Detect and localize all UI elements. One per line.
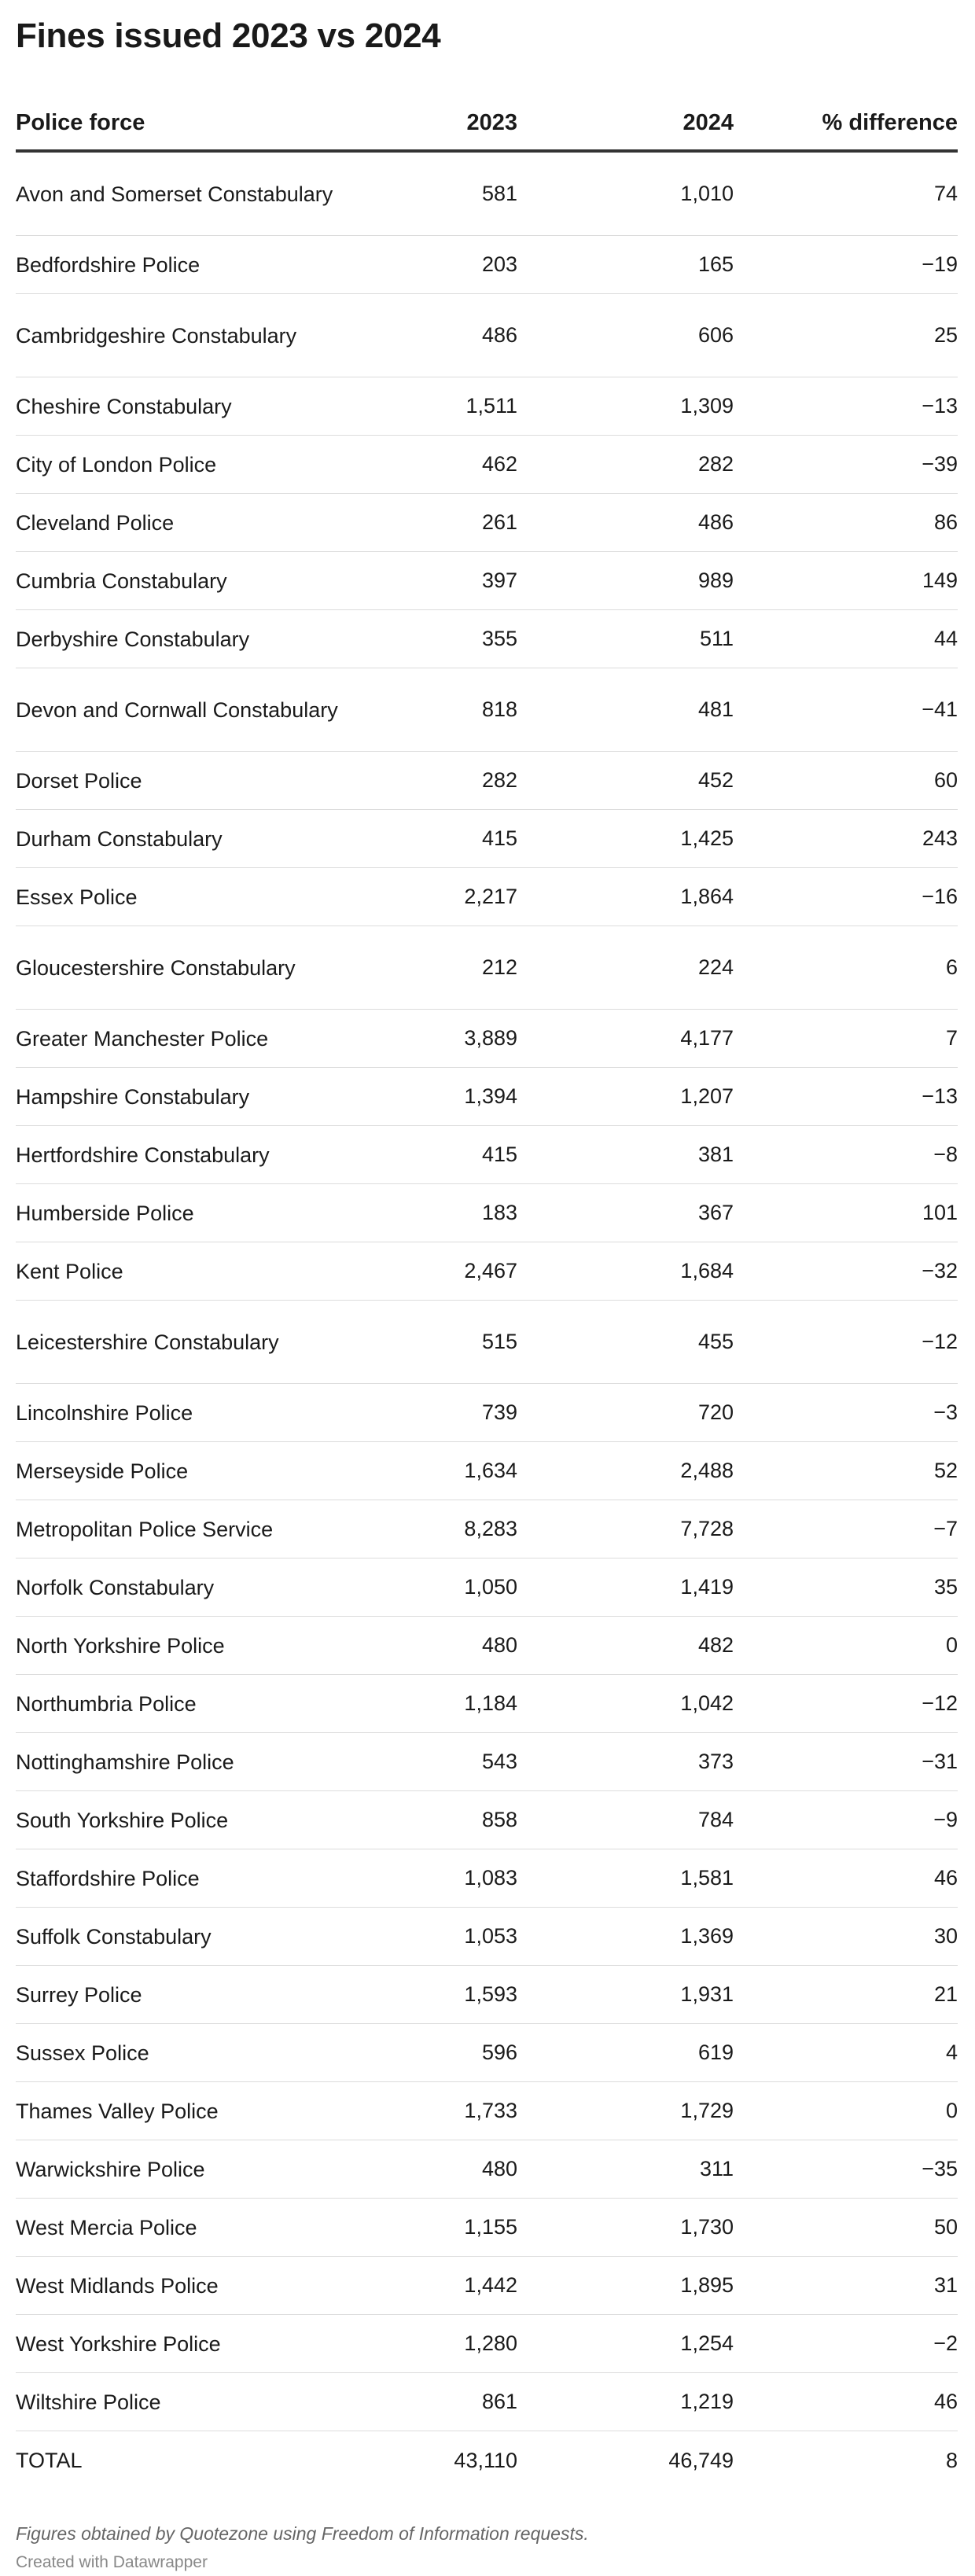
police-force-cell: South Yorkshire Police	[16, 1791, 377, 1849]
fines-2023-cell: 515	[377, 1301, 517, 1384]
police-force-cell: Greater Manchester Police	[16, 1010, 377, 1068]
police-force-cell: Gloucestershire Constabulary	[16, 926, 377, 1010]
police-force-cell: Warwickshire Police	[16, 2140, 377, 2199]
percent-difference-cell: 31	[734, 2257, 958, 2315]
table-row	[16, 926, 958, 1010]
police-force-cell: Devon and Cornwall Constabulary	[16, 668, 377, 752]
percent-difference-cell: −2	[734, 2315, 958, 2373]
police-force-cell: Suffolk Constabulary	[16, 1908, 377, 1966]
fines-2023-cell: 480	[377, 1617, 517, 1675]
fines-2024-cell: 311	[517, 2140, 734, 2199]
table-row	[16, 1010, 958, 1068]
table-row	[16, 1242, 958, 1301]
percent-difference-cell: −12	[734, 1675, 958, 1733]
fines-2023-cell: 480	[377, 2140, 517, 2199]
percent-difference-cell: −7	[734, 1500, 958, 1558]
police-force-cell: Essex Police	[16, 868, 377, 926]
table-row	[16, 1126, 958, 1184]
police-force-cell: Surrey Police	[16, 1966, 377, 2024]
fines-2024-cell: 511	[517, 610, 734, 668]
fines-2024-cell: 1,864	[517, 868, 734, 926]
percent-difference-cell: 46	[734, 2373, 958, 2431]
fines-2023-cell: 183	[377, 1184, 517, 1242]
fines-2023-cell: 2,217	[377, 868, 517, 926]
fines-2023-cell: 415	[377, 1126, 517, 1184]
source-note: Figures obtained by Quotezone using Freedom of Information requests.	[16, 2523, 589, 2544]
header-row	[16, 96, 958, 151]
table-row	[16, 1849, 958, 1908]
police-force-cell: Metropolitan Police Service	[16, 1500, 377, 1558]
percent-difference-cell: 74	[734, 151, 958, 236]
table-row	[16, 1558, 958, 1617]
percent-difference-cell: −31	[734, 1733, 958, 1791]
police-force-cell: Cleveland Police	[16, 494, 377, 552]
percent-difference-cell: 86	[734, 494, 958, 552]
fines-2024-cell: 1,207	[517, 1068, 734, 1126]
percent-difference-cell: 50	[734, 2199, 958, 2257]
percent-difference-cell: −19	[734, 236, 958, 294]
police-force-cell: Merseyside Police	[16, 1442, 377, 1500]
table-row	[16, 1384, 958, 1442]
fines-2024-cell: 7,728	[517, 1500, 734, 1558]
police-force-cell: Kent Police	[16, 1242, 377, 1301]
police-force-cell: Staffordshire Police	[16, 1849, 377, 1908]
police-force-cell: Cambridgeshire Constabulary	[16, 294, 377, 377]
fines-2024-cell: 1,254	[517, 2315, 734, 2373]
police-force-cell: Norfolk Constabulary	[16, 1558, 377, 1617]
column-header-percent-difference: % difference	[734, 96, 958, 151]
police-force-cell: Hampshire Constabulary	[16, 1068, 377, 1126]
fines-2024-cell: 224	[517, 926, 734, 1010]
fines-2024-cell: 452	[517, 752, 734, 810]
fines-2024-cell: 784	[517, 1791, 734, 1849]
percent-difference-cell: 46	[734, 1849, 958, 1908]
police-force-cell: Cheshire Constabulary	[16, 377, 377, 436]
fines-2023-cell: 861	[377, 2373, 517, 2431]
police-force-cell: West Midlands Police	[16, 2257, 377, 2315]
total-2024-cell: 46,749	[668, 2448, 734, 2472]
percent-difference-cell: 243	[734, 810, 958, 868]
fines-2023-cell: 397	[377, 552, 517, 610]
fines-2023-cell: 1,634	[377, 1442, 517, 1500]
fines-2023-cell: 415	[377, 810, 517, 868]
percent-difference-cell: −39	[734, 436, 958, 494]
table-row	[16, 2199, 958, 2257]
fines-2023-cell: 818	[377, 668, 517, 752]
total-label-cell: TOTAL	[16, 2449, 83, 2472]
table-row	[16, 868, 958, 926]
fines-2023-cell: 1,083	[377, 1849, 517, 1908]
percent-difference-cell: −35	[734, 2140, 958, 2199]
percent-difference-cell: −16	[734, 868, 958, 926]
table-row	[16, 2315, 958, 2373]
table-row	[16, 1500, 958, 1558]
police-force-cell: Hertfordshire Constabulary	[16, 1126, 377, 1184]
fines-2023-cell: 212	[377, 926, 517, 1010]
police-force-cell: Lincolnshire Police	[16, 1384, 377, 1442]
fines-2023-cell: 1,184	[377, 1675, 517, 1733]
total-2023-cell: 43,110	[454, 2448, 517, 2472]
percent-difference-cell: 25	[734, 294, 958, 377]
fines-2024-cell: 1,895	[517, 2257, 734, 2315]
table-row	[16, 377, 958, 436]
percent-difference-cell: 149	[734, 552, 958, 610]
column-header-2024: 2024	[517, 96, 734, 151]
total-row	[16, 2431, 958, 2490]
percent-difference-cell: 6	[734, 926, 958, 1010]
fines-2023-cell: 282	[377, 752, 517, 810]
percent-difference-cell: 7	[734, 1010, 958, 1068]
fines-2024-cell: 1,309	[517, 377, 734, 436]
table-row	[16, 1068, 958, 1126]
table-row	[16, 1733, 958, 1791]
fines-2024-cell: 165	[517, 236, 734, 294]
police-force-cell: Northumbria Police	[16, 1675, 377, 1733]
fines-2023-cell: 261	[377, 494, 517, 552]
column-header-police-force: Police force	[16, 96, 377, 151]
police-force-cell: Avon and Somerset Constabulary	[16, 151, 377, 236]
fines-2023-cell: 739	[377, 1384, 517, 1442]
table-row	[16, 1908, 958, 1966]
percent-difference-cell: −3	[734, 1384, 958, 1442]
percent-difference-cell: 0	[734, 1617, 958, 1675]
fines-2023-cell: 1,394	[377, 1068, 517, 1126]
fines-2023-cell: 596	[377, 2024, 517, 2082]
table-row	[16, 1184, 958, 1242]
chart-title: Fines issued 2023 vs 2024	[16, 17, 441, 55]
percent-difference-cell: −41	[734, 668, 958, 752]
fines-2023-cell: 1,155	[377, 2199, 517, 2257]
percent-difference-cell: −9	[734, 1791, 958, 1849]
fines-2024-cell: 720	[517, 1384, 734, 1442]
fines-2023-cell: 1,593	[377, 1966, 517, 2024]
police-force-cell: Thames Valley Police	[16, 2082, 377, 2140]
fines-2024-cell: 4,177	[517, 1010, 734, 1068]
percent-difference-cell: −13	[734, 1068, 958, 1126]
fines-2023-cell: 462	[377, 436, 517, 494]
fines-2023-cell: 1,050	[377, 1558, 517, 1617]
datawrapper-credit: Created with Datawrapper	[16, 2553, 208, 2571]
police-force-cell: Derbyshire Constabulary	[16, 610, 377, 668]
percent-difference-cell: −13	[734, 377, 958, 436]
police-force-cell: Dorset Police	[16, 752, 377, 810]
fines-2023-cell: 1,280	[377, 2315, 517, 2373]
fines-2024-cell: 486	[517, 494, 734, 552]
fines-2023-cell: 1,733	[377, 2082, 517, 2140]
fines-2024-cell: 1,042	[517, 1675, 734, 1733]
table-row	[16, 2373, 958, 2431]
fines-2024-cell: 1,369	[517, 1908, 734, 1966]
police-force-cell: Sussex Police	[16, 2024, 377, 2082]
fines-2024-cell: 367	[517, 1184, 734, 1242]
police-force-cell: Leicestershire Constabulary	[16, 1301, 377, 1384]
police-force-cell: Humberside Police	[16, 1184, 377, 1242]
fines-2023-cell: 203	[377, 236, 517, 294]
fines-2024-cell: 1,729	[517, 2082, 734, 2140]
police-force-cell: Nottinghamshire Police	[16, 1733, 377, 1791]
table-row	[16, 2024, 958, 2082]
table-row	[16, 1617, 958, 1675]
police-force-cell: West Yorkshire Police	[16, 2315, 377, 2373]
fines-table	[16, 96, 958, 2490]
percent-difference-cell: 35	[734, 1558, 958, 1617]
percent-difference-cell: 21	[734, 1966, 958, 2024]
table-row	[16, 1966, 958, 2024]
table-row	[16, 552, 958, 610]
percent-difference-cell: −8	[734, 1126, 958, 1184]
police-force-cell: City of London Police	[16, 436, 377, 494]
percent-difference-cell: −12	[734, 1301, 958, 1384]
fines-2024-cell: 282	[517, 436, 734, 494]
fines-2024-cell: 1,931	[517, 1966, 734, 2024]
column-header-2023: 2023	[377, 96, 517, 151]
table-row	[16, 294, 958, 377]
police-force-cell: Bedfordshire Police	[16, 236, 377, 294]
table-body	[16, 151, 958, 2490]
police-force-cell: Cumbria Constabulary	[16, 552, 377, 610]
table-row	[16, 494, 958, 552]
table-row	[16, 2257, 958, 2315]
table-row	[16, 2082, 958, 2140]
table-row	[16, 236, 958, 294]
fines-2024-cell: 2,488	[517, 1442, 734, 1500]
chart-container	[16, 0, 958, 2574]
fines-2024-cell: 989	[517, 552, 734, 610]
table-row	[16, 810, 958, 868]
total-percent-difference-cell: 8	[945, 2448, 958, 2472]
fines-2024-cell: 1,425	[517, 810, 734, 868]
police-force-cell: Wiltshire Police	[16, 2373, 377, 2431]
fines-2023-cell: 2,467	[377, 1242, 517, 1301]
police-force-cell: West Mercia Police	[16, 2199, 377, 2257]
fines-2024-cell: 455	[517, 1301, 734, 1384]
fines-2024-cell: 482	[517, 1617, 734, 1675]
table-row	[16, 1791, 958, 1849]
table-row	[16, 436, 958, 494]
fines-2023-cell: 1,053	[377, 1908, 517, 1966]
fines-2024-cell: 606	[517, 294, 734, 377]
fines-2024-cell: 381	[517, 1126, 734, 1184]
table-row	[16, 2140, 958, 2199]
fines-2024-cell: 1,219	[517, 2373, 734, 2431]
fines-2024-cell: 373	[517, 1733, 734, 1791]
percent-difference-cell: 60	[734, 752, 958, 810]
percent-difference-cell: 0	[734, 2082, 958, 2140]
fines-2023-cell: 8,283	[377, 1500, 517, 1558]
fines-2024-cell: 1,010	[517, 151, 734, 236]
table-row	[16, 752, 958, 810]
table-row	[16, 1301, 958, 1384]
fines-2024-cell: 1,581	[517, 1849, 734, 1908]
table-row	[16, 668, 958, 752]
percent-difference-cell: 52	[734, 1442, 958, 1500]
fines-2023-cell: 1,442	[377, 2257, 517, 2315]
table-row	[16, 1675, 958, 1733]
percent-difference-cell: 101	[734, 1184, 958, 1242]
table-row	[16, 610, 958, 668]
table-row	[16, 151, 958, 236]
police-force-cell: North Yorkshire Police	[16, 1617, 377, 1675]
fines-2024-cell: 619	[517, 2024, 734, 2082]
table-row	[16, 1442, 958, 1500]
fines-2023-cell: 486	[377, 294, 517, 377]
fines-2023-cell: 543	[377, 1733, 517, 1791]
percent-difference-cell: 30	[734, 1908, 958, 1966]
fines-2023-cell: 3,889	[377, 1010, 517, 1068]
percent-difference-cell: 4	[734, 2024, 958, 2082]
fines-2023-cell: 1,511	[377, 377, 517, 436]
fines-2024-cell: 1,684	[517, 1242, 734, 1301]
percent-difference-cell: 44	[734, 610, 958, 668]
police-force-cell: Durham Constabulary	[16, 810, 377, 868]
percent-difference-cell: −32	[734, 1242, 958, 1301]
fines-2023-cell: 858	[377, 1791, 517, 1849]
fines-2023-cell: 355	[377, 610, 517, 668]
fines-2023-cell: 581	[377, 151, 517, 236]
fines-2024-cell: 1,730	[517, 2199, 734, 2257]
fines-2024-cell: 1,419	[517, 1558, 734, 1617]
fines-2024-cell: 481	[517, 668, 734, 752]
